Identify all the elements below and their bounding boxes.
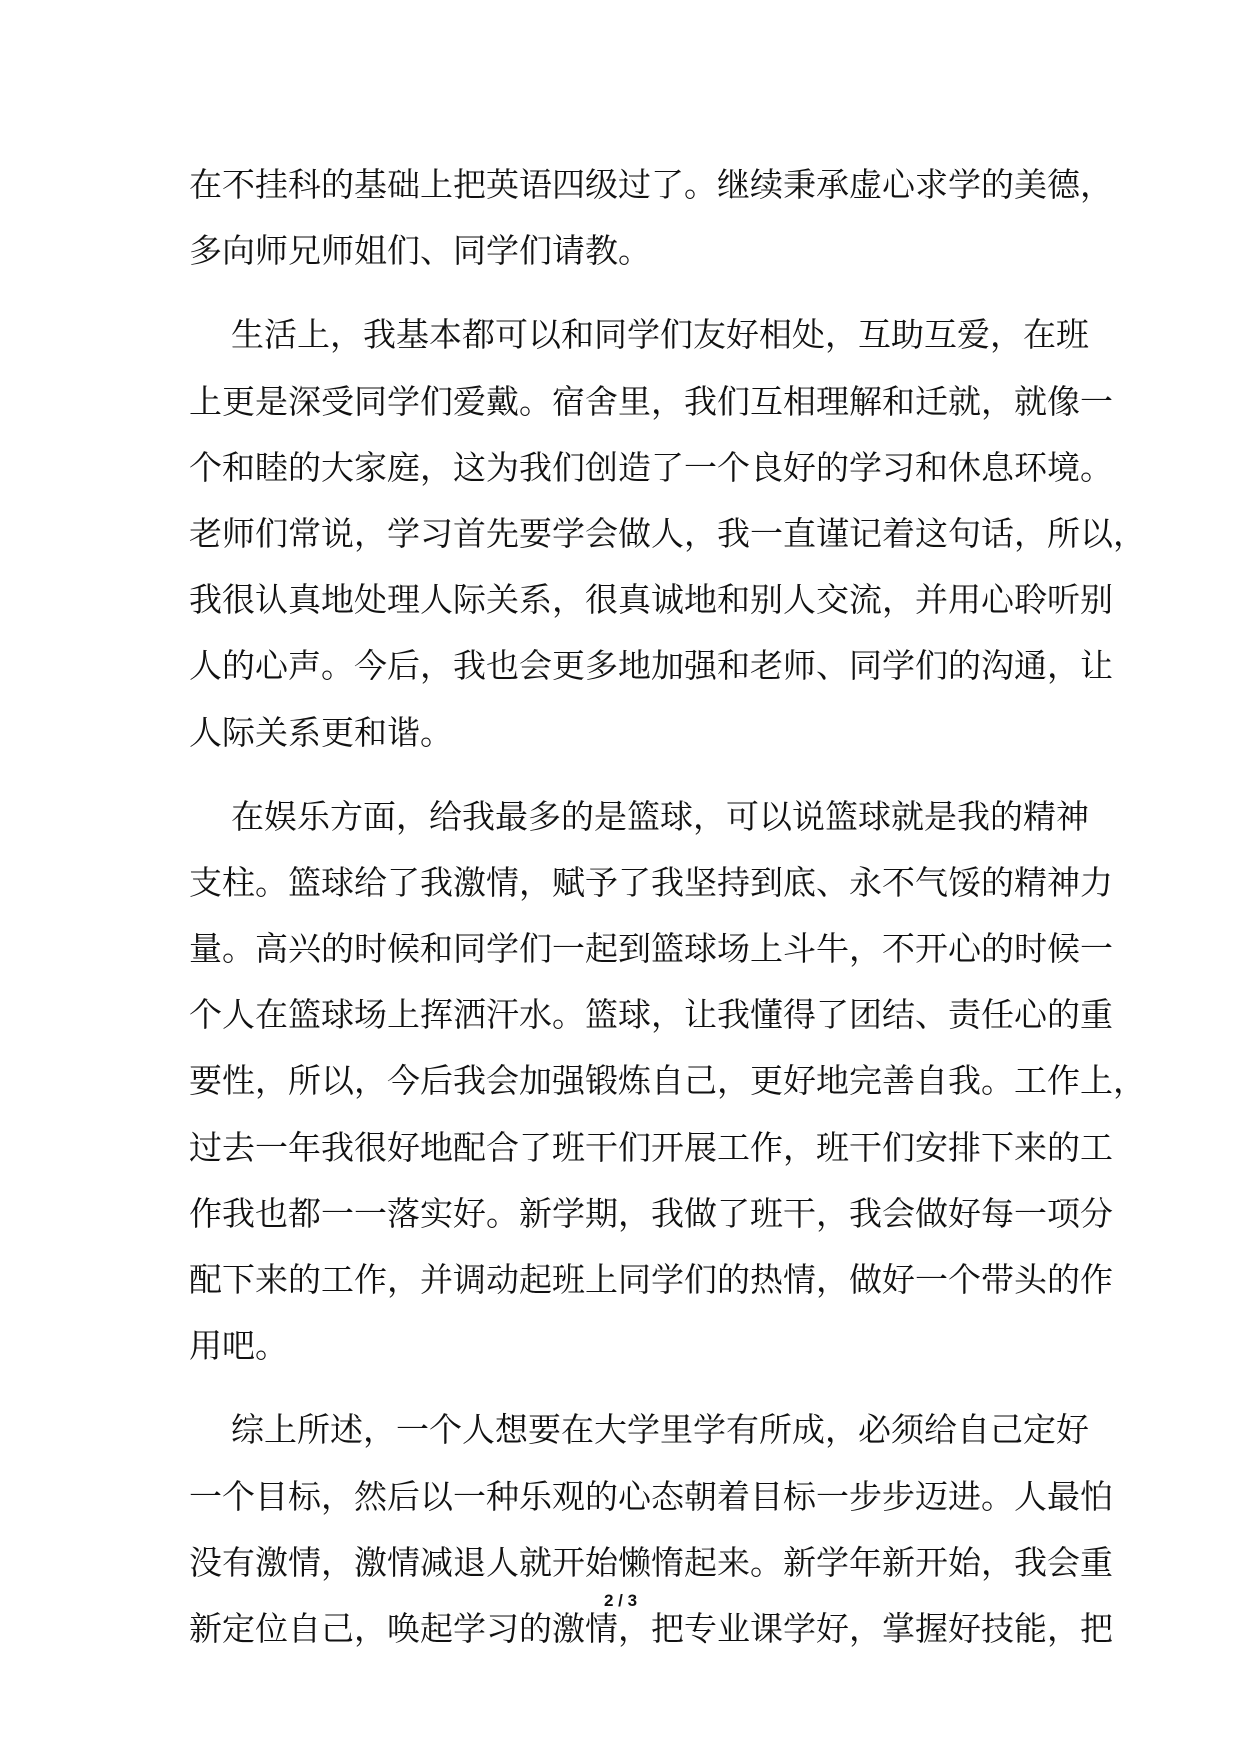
text-line: 综上所述，一个人想要在大学里学有所成，必须给自己定好: [189, 1410, 1089, 1450]
text-line: 多向师兄师姐们、同学们请教。: [189, 231, 651, 271]
page-number: 2 / 3: [603, 1591, 638, 1610]
text-line: 在娱乐方面，给我最多的是篮球，可以说篮球就是我的精神: [189, 796, 1089, 836]
text-line: 上更是深受同学们爱戴。宿舍里，我们互相理解和迁就，就像一: [189, 381, 1113, 421]
text-line: 新定位自己，唤起学习的激情，把专业课学好，掌握好技能，把: [189, 1608, 1113, 1648]
paragraph: [189, 152, 1113, 284]
text-line: 用吧。: [189, 1326, 288, 1366]
text-line: 个和睦的大家庭，这为我们创造了一个良好的学习和休息环境。: [189, 447, 1113, 487]
text-line: 人的心声。今后，我也会更多地加强和老师、同学们的沟通，让: [189, 646, 1113, 686]
text-line: 作我也都一一落实好。新学期，我做了班干，我会做好每一项分: [189, 1193, 1113, 1233]
text-line: 个人在篮球场上挥洒汗水。篮球，让我懂得了团结、责任心的重: [189, 995, 1113, 1035]
text-line: 配下来的工作，并调动起班上同学们的热情，做好一个带头的作: [189, 1260, 1113, 1299]
text-line: 我很认真地处理人际关系，很真诚地和别人交流，并用心聆听别: [189, 580, 1113, 620]
paragraph: [189, 302, 1146, 765]
document-body: [189, 152, 1146, 1662]
text-line: 量。高兴的时候和同学们一起到篮球场上斗牛，不开心的时候一: [189, 929, 1113, 969]
text-line: 老师们常说，学习首先要学会做人，我一直谨记着这句话，所以，: [189, 513, 1146, 553]
text-line: 一个目标，然后以一种乐观的心态朝着目标一步步迈进。人最怕: [189, 1476, 1113, 1516]
text-line: 要性，所以，今后我会加强锻炼自己，更好地完善自我。工作上，: [189, 1061, 1146, 1101]
text-line: 支柱。篮球给了我激情，赋予了我坚持到底、永不气馁的精神力: [189, 862, 1113, 902]
text-line: 在不挂科的基础上把英语四级过了。继续秉承虚心求学的美德，: [189, 165, 1113, 204]
paragraph: [189, 1397, 1113, 1662]
paragraph: [189, 784, 1146, 1380]
text-line: 没有激情，激情减退人就开始懒惰起来。新学年新开始，我会重: [189, 1542, 1113, 1582]
text-line: 人际关系更和谐。: [189, 712, 453, 752]
text-line: 过去一年我很好地配合了班干们开展工作，班干们安排下来的工: [189, 1127, 1113, 1167]
text-line: 生活上，我基本都可以和同学们友好相处，互助互爱，在班: [189, 315, 1089, 355]
